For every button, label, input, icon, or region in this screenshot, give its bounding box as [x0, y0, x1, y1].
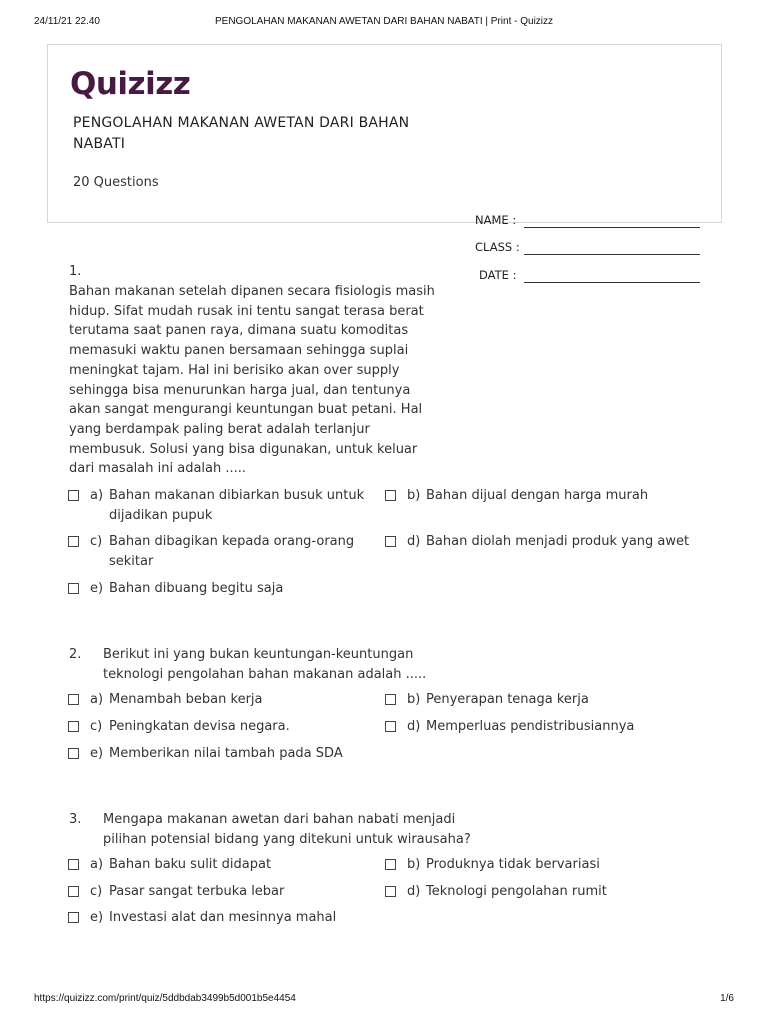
- question-1-number: 1.: [69, 264, 82, 279]
- print-url: https://quizizz.com/print/quiz/5ddbdab3499b5d001b5e4454: [34, 993, 296, 1004]
- question-3-option-a[interactable]: [68, 855, 378, 875]
- option-text: Investasi alat dan mesinnya mahal: [109, 910, 337, 925]
- option-text: Bahan dibagikan kepada orang-orang sekitar: [109, 534, 355, 569]
- question-3-option-b[interactable]: [385, 855, 705, 875]
- option-checkbox[interactable]: [68, 694, 79, 705]
- option-letter: b): [407, 692, 421, 707]
- option-checkbox[interactable]: [385, 859, 396, 870]
- question-3-option-c[interactable]: [68, 882, 378, 902]
- question-1-option-b[interactable]: [385, 486, 705, 506]
- name-field[interactable]: [470, 213, 700, 233]
- print-timestamp: 24/11/21 22.40: [34, 16, 100, 27]
- date-label: DATE :: [479, 268, 517, 282]
- option-letter: c): [90, 719, 103, 734]
- option-text: Bahan makanan dibiarkan busuk untuk dijadikan pupuk: [109, 488, 365, 523]
- class-field[interactable]: [470, 240, 700, 260]
- question-1-option-d[interactable]: [385, 532, 705, 552]
- quiz-title: PENGOLAHAN MAKANAN AWETAN DARI BAHAN NABATI: [73, 115, 410, 152]
- print-page-number: 1/6: [720, 993, 734, 1004]
- option-checkbox[interactable]: [385, 490, 396, 501]
- option-checkbox[interactable]: [385, 694, 396, 705]
- option-text: Bahan baku sulit didapat: [109, 857, 272, 872]
- option-text: Memberikan nilai tambah pada SDA: [109, 746, 343, 761]
- option-checkbox[interactable]: [68, 583, 79, 594]
- option-letter: d): [407, 719, 421, 734]
- print-footer: [34, 993, 734, 1007]
- option-letter: a): [90, 857, 104, 872]
- question-1-option-a[interactable]: [68, 486, 378, 526]
- option-letter: d): [407, 884, 421, 899]
- option-letter: b): [407, 488, 421, 503]
- option-text: Memperluas pendistribusiannya: [426, 719, 635, 734]
- question-count: 20 Questions: [73, 175, 159, 190]
- option-letter: e): [90, 746, 104, 761]
- option-letter: d): [407, 534, 421, 549]
- option-checkbox[interactable]: [68, 490, 79, 501]
- option-checkbox[interactable]: [68, 721, 79, 732]
- question-3-number: 3.: [69, 812, 82, 827]
- quiz-header-card: [47, 44, 722, 223]
- question-2-option-e[interactable]: [68, 744, 378, 764]
- option-letter: c): [90, 534, 103, 549]
- option-checkbox[interactable]: [385, 536, 396, 547]
- name-line[interactable]: [524, 227, 700, 228]
- option-checkbox[interactable]: [68, 536, 79, 547]
- question-2-text: Berikut ini yang bukan keuntungan-keuntungan teknologi pengolahan bahan makanan adalah .....: [103, 647, 427, 682]
- option-text: Produknya tidak bervariasi: [426, 857, 600, 872]
- print-page-title: PENGOLAHAN MAKANAN AWETAN DARI BAHAN NABATI | Print - Quizizz: [214, 16, 554, 27]
- option-letter: a): [90, 692, 104, 707]
- option-text: Menambah beban kerja: [109, 692, 263, 707]
- question-1-option-e[interactable]: [68, 579, 378, 599]
- option-letter: c): [90, 884, 103, 899]
- option-text: Bahan dibuang begitu saja: [109, 581, 284, 596]
- option-checkbox[interactable]: [385, 721, 396, 732]
- svg-text:Quizizz: Quizizz: [70, 66, 191, 102]
- name-label: NAME :: [475, 213, 517, 227]
- option-text: Bahan dijual dengan harga murah: [426, 488, 649, 503]
- question-2-option-d[interactable]: [385, 717, 705, 737]
- question-2-number: 2.: [69, 647, 82, 662]
- option-checkbox[interactable]: [68, 859, 79, 870]
- option-text: Teknologi pengolahan rumit: [426, 884, 607, 899]
- option-text: Penyerapan tenaga kerja: [426, 692, 589, 707]
- date-line[interactable]: [524, 282, 700, 283]
- date-field[interactable]: [470, 268, 700, 288]
- question-1-text: Bahan makanan setelah dipanen secara fisiologis masih hidup. Sifat mudah rusak ini tentu sangat terasa berat terutama saat panen raya, dimana suatu komoditas memasuki waktu panen bersamaan sehingga suplai meningkat tajam. Hal ini berisiko akan over supply sehingga bisa menurunkan harga jual, dan tentunya akan sangat mengurangi keuntungan buat petani. Hal yang berdampak paling berat adalah terlanjur membusuk. Solusi yang bisa digunakan, untuk keluar dari masalah ini adalah .....: [69, 284, 435, 477]
- option-letter: a): [90, 488, 104, 503]
- question-3-option-e[interactable]: [68, 908, 378, 928]
- quizizz-logo: [70, 63, 210, 103]
- question-3-text: Mengapa makanan awetan dari bahan nabati menjadi pilihan potensial bidang yang ditekuni untuk wirausaha?: [103, 812, 471, 847]
- question-3-option-d[interactable]: [385, 882, 705, 902]
- print-header: [34, 16, 734, 30]
- option-text: Pasar sangat terbuka lebar: [109, 884, 285, 899]
- option-checkbox[interactable]: [68, 912, 79, 923]
- class-label: CLASS :: [475, 240, 520, 254]
- class-line[interactable]: [524, 254, 700, 255]
- question-2-option-b[interactable]: [385, 690, 705, 710]
- option-letter: b): [407, 857, 421, 872]
- option-letter: e): [90, 581, 104, 596]
- option-checkbox[interactable]: [68, 748, 79, 759]
- option-checkbox[interactable]: [385, 886, 396, 897]
- question-2-option-c[interactable]: [68, 717, 378, 737]
- question-2-option-a[interactable]: [68, 690, 378, 710]
- option-checkbox[interactable]: [68, 886, 79, 897]
- option-letter: e): [90, 910, 104, 925]
- option-text: Peningkatan devisa negara.: [109, 719, 290, 734]
- question-1-option-c[interactable]: [68, 532, 378, 572]
- option-text: Bahan diolah menjadi produk yang awet: [426, 534, 690, 549]
